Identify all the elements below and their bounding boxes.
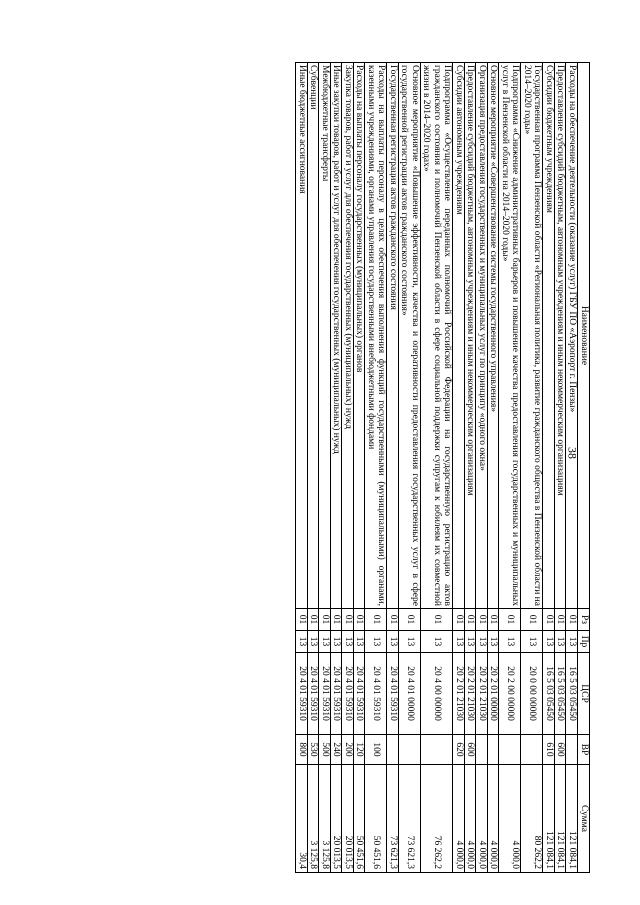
cell-pr: 13 — [465, 631, 477, 653]
header-row — [578, 63, 590, 873]
table-row — [421, 63, 454, 873]
cell-vr: 100 — [365, 735, 387, 765]
cell-csr: 20 4 01 59310 — [354, 653, 366, 735]
table-row — [453, 63, 465, 873]
cell-name: Государственная регистрация актов гражданского состояния — [387, 63, 399, 609]
cell-name: Основное мероприятие «Совершенствование системы государственного управления» — [488, 63, 500, 609]
cell-csr: 20 4 00 00000 — [421, 653, 454, 735]
cell-pr: 13 — [319, 631, 331, 653]
table-row — [331, 63, 343, 873]
table-row — [499, 63, 521, 873]
budget-table — [296, 62, 591, 873]
cell-sum: 121 084,1 — [566, 765, 578, 873]
cell-csr: 20 4 01 59310 — [331, 653, 343, 735]
cell-name: Иные бюджетные ассигнования — [296, 63, 308, 609]
cell-rz: 01 — [342, 609, 354, 631]
cell-csr: 20 2 00 00000 — [499, 653, 521, 735]
cell-vr: 120 — [354, 735, 366, 765]
cell-rz: 01 — [365, 609, 387, 631]
cell-csr: 16 5 03 05450 — [543, 653, 555, 735]
cell-csr: 20 4 01 59310 — [387, 653, 399, 735]
cell-sum: 50 451,6 — [365, 765, 387, 873]
cell-pr: 13 — [488, 631, 500, 653]
cell-csr: 16 5 03 05450 — [555, 653, 567, 735]
page-number: 38 — [565, 447, 580, 459]
cell-pr: 13 — [365, 631, 387, 653]
cell-sum: 4 000,0 — [453, 765, 465, 873]
cell-name: Субвенции — [308, 63, 320, 609]
table-row — [308, 63, 320, 873]
cell-csr: 20 2 01 21030 — [465, 653, 477, 735]
cell-pr: 13 — [387, 631, 399, 653]
cell-name: Государственная программа Пензенской области «Региональная политика, развитие гражданского общества в Пензенской области на 2014–2020 годы» — [521, 63, 543, 609]
cell-pr: 13 — [521, 631, 543, 653]
cell-vr: 610 — [543, 735, 555, 765]
cell-rz: 01 — [465, 609, 477, 631]
cell-sum: 4 000,0 — [488, 765, 500, 873]
cell-csr: 20 2 01 00000 — [488, 653, 500, 735]
cell-csr: 20 4 01 59310 — [296, 653, 308, 735]
cell-pr: 13 — [476, 631, 488, 653]
table-body — [296, 63, 578, 873]
table-row — [566, 63, 578, 873]
cell-pr: 13 — [543, 631, 555, 653]
cell-vr — [566, 735, 578, 765]
cell-vr: 620 — [453, 735, 465, 765]
table-row — [488, 63, 500, 873]
cell-sum: 4 000,0 — [476, 765, 488, 873]
table-row — [365, 63, 387, 873]
cell-sum: 3 125,8 — [308, 765, 320, 873]
cell-vr: 600 — [465, 735, 477, 765]
cell-vr: 530 — [308, 735, 320, 765]
cell-rz: 01 — [296, 609, 308, 631]
cell-pr: 13 — [342, 631, 354, 653]
cell-rz: 01 — [421, 609, 454, 631]
cell-vr — [499, 735, 521, 765]
cell-sum: 20 013,5 — [331, 765, 343, 873]
cell-pr: 13 — [308, 631, 320, 653]
cell-vr — [488, 735, 500, 765]
cell-pr: 13 — [555, 631, 567, 653]
cell-vr — [521, 735, 543, 765]
cell-pr: 13 — [331, 631, 343, 653]
header-name: Наименование — [578, 63, 590, 609]
budget-table-container — [130, 62, 590, 872]
cell-rz: 01 — [331, 609, 343, 631]
table-row — [296, 63, 308, 873]
cell-csr: 20 4 01 59310 — [319, 653, 331, 735]
cell-csr: 20 4 01 59310 — [365, 653, 387, 735]
cell-pr: 13 — [296, 631, 308, 653]
table-row — [387, 63, 399, 873]
cell-vr — [387, 735, 399, 765]
cell-vr: 600 — [555, 735, 567, 765]
cell-rz: 01 — [566, 609, 578, 631]
cell-rz: 01 — [488, 609, 500, 631]
cell-sum: 76 262,2 — [421, 765, 454, 873]
cell-rz: 01 — [319, 609, 331, 631]
table-row — [465, 63, 477, 873]
cell-sum: 3 125,8 — [319, 765, 331, 873]
table-row — [342, 63, 354, 873]
cell-sum: 73 621,3 — [387, 765, 399, 873]
cell-name: Предоставление субсидий бюджетным, автономным учреждениям и иным некоммерческим организациям — [465, 63, 477, 609]
header-csr: ЦСР — [578, 653, 590, 735]
cell-pr: 13 — [566, 631, 578, 653]
cell-name: Основное мероприятие «Повышение эффективности, качества и оперативности предоставления государственных услуг в сфере государственной регистрации актов гражданского состояния» — [399, 63, 421, 609]
cell-name: Субсидии бюджетным учреждениям — [543, 63, 555, 609]
table-row — [476, 63, 488, 873]
cell-pr: 13 — [499, 631, 521, 653]
cell-vr: 500 — [319, 735, 331, 765]
header-pr: Пр — [578, 631, 590, 653]
header-rz: Рз — [578, 609, 590, 631]
table-row — [543, 63, 555, 873]
cell-sum: 30,4 — [296, 765, 308, 873]
cell-csr: 20 2 01 21030 — [453, 653, 465, 735]
cell-name: Закупка товаров, работ и услуг для обеспечения государственных (муниципальных) нужд — [342, 63, 354, 609]
cell-name: Подпрограмма «Осуществление переданных полномочий Российской Федерации на государственную регистрацию актов гражданского состояния и полномочий Пензенской области в сфере социальной поддержки супругам к юбилеям их совместной жизни в 2014–2020 годах» — [421, 63, 454, 609]
cell-rz: 01 — [499, 609, 521, 631]
cell-vr: 200 — [342, 735, 354, 765]
cell-name: Межбюджетные трансферты — [319, 63, 331, 609]
cell-name: Иные закупки товаров, работ и услуг для обеспечения государственных (муниципальных) нужд — [331, 63, 343, 609]
cell-sum: 4 000,0 — [465, 765, 477, 873]
cell-sum: 20 013,5 — [342, 765, 354, 873]
cell-rz: 01 — [453, 609, 465, 631]
header-vr: ВР — [578, 735, 590, 765]
cell-rz: 01 — [521, 609, 543, 631]
cell-sum: 121 084,1 — [543, 765, 555, 873]
cell-name: Субсидии автономным учреждениям — [453, 63, 465, 609]
cell-csr: 16 5 03 05450 — [566, 653, 578, 735]
cell-vr — [421, 735, 454, 765]
cell-csr: 20 4 01 59310 — [342, 653, 354, 735]
cell-rz: 01 — [543, 609, 555, 631]
cell-rz: 01 — [476, 609, 488, 631]
cell-rz: 01 — [354, 609, 366, 631]
cell-sum: 80 262,2 — [521, 765, 543, 873]
cell-name: Предоставление субсидий бюджетным, автономным учреждениям и иным некоммерческим организациям — [555, 63, 567, 609]
cell-sum: 121 084,1 — [555, 765, 567, 873]
cell-sum: 73 621,3 — [399, 765, 421, 873]
cell-csr: 20 2 01 21030 — [476, 653, 488, 735]
cell-csr: 20 0 00 00000 — [521, 653, 543, 735]
cell-name: Расходы на выплаты персоналу в целях обеспечения выполнения функций государственными (муниципальными) органами, казенными учреждениями, органами управления государственными внебюджетными фондами — [365, 63, 387, 609]
table-row — [319, 63, 331, 873]
table-row — [354, 63, 366, 873]
cell-rz: 01 — [387, 609, 399, 631]
cell-csr: 20 4 01 00000 — [399, 653, 421, 735]
header-sum: Сумма — [578, 765, 590, 873]
cell-sum: 4 000,0 — [499, 765, 521, 873]
cell-vr: 800 — [296, 735, 308, 765]
cell-name: Подпрограмма «Снижение административных барьеров и повышение качества предоставления государственных и муниципальных услуг в Пензенской области на 2014–2020 годы» — [499, 63, 521, 609]
cell-rz: 01 — [399, 609, 421, 631]
cell-pr: 13 — [453, 631, 465, 653]
cell-csr: 20 4 01 59310 — [308, 653, 320, 735]
cell-vr — [476, 735, 488, 765]
cell-name: Расходы на выплаты персоналу государственных (муниципальных) органов — [354, 63, 366, 609]
cell-pr: 13 — [421, 631, 454, 653]
cell-pr: 13 — [399, 631, 421, 653]
cell-pr: 13 — [354, 631, 366, 653]
table-row — [555, 63, 567, 873]
cell-vr: 240 — [331, 735, 343, 765]
cell-name: Организация предоставления государственных и муниципальных услуг по принципу «одного окна» — [476, 63, 488, 609]
table-header — [578, 63, 590, 873]
table-row — [521, 63, 543, 873]
cell-name: Расходы на обеспечение деятельности (оказание услуг) ГБУ ПО «Аэропорт г. Пензы» — [566, 63, 578, 609]
cell-vr — [399, 735, 421, 765]
cell-sum: 50 451,6 — [354, 765, 366, 873]
cell-rz: 01 — [308, 609, 320, 631]
table-row — [399, 63, 421, 873]
cell-rz: 01 — [555, 609, 567, 631]
